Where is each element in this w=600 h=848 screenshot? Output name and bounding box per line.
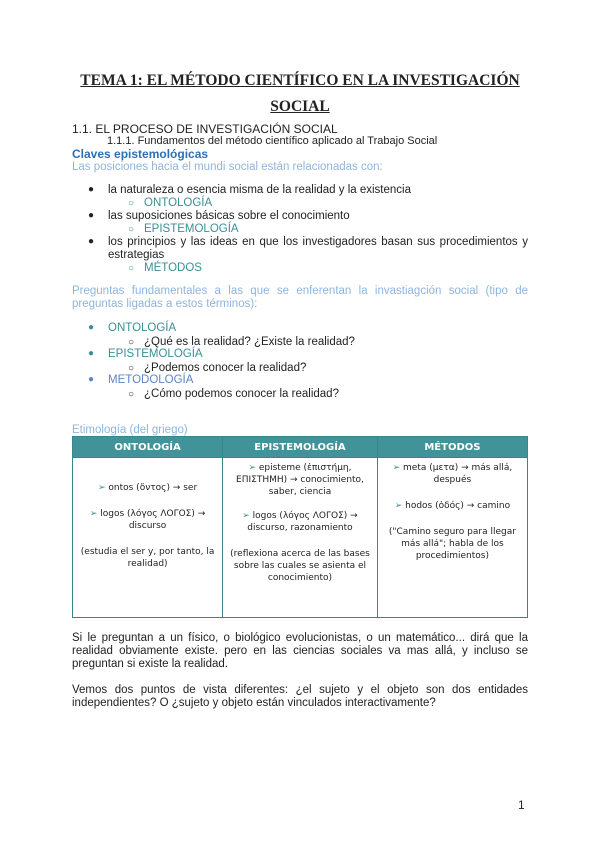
- table-header: EPISTEMOLOGÍA: [223, 437, 378, 458]
- subsection-heading: 1.1.1. Fundamentos del método científico aplicado al Trabajo Social: [107, 135, 438, 147]
- subitem-text: ONTOLOGÍA: [144, 197, 213, 209]
- list-item: [88, 374, 528, 387]
- table-header: MÉTODOS: [377, 437, 527, 458]
- list-item-text: METODOLOGÍA: [108, 374, 194, 386]
- table-cell: [377, 458, 527, 618]
- arrow-bullet-icon: ➢: [392, 463, 404, 473]
- list-item: [88, 236, 528, 262]
- subitem-text: ¿Qué es la realidad? ¿Existe la realidad?: [144, 336, 355, 348]
- bullet-icon: ●: [88, 322, 95, 333]
- etymology-table: [72, 436, 528, 618]
- section-heading: 1.1. EL PROCESO DE INVESTIGACIÓN SOCIAL: [72, 122, 338, 136]
- table-cell: [73, 458, 223, 618]
- circle-bullet-icon: ○: [128, 224, 135, 235]
- title-line-2: SOCIAL: [270, 98, 330, 115]
- bullet-icon: ●: [88, 236, 95, 247]
- circle-bullet-icon: ○: [128, 363, 135, 374]
- cell-item: ➢ ontos (ὄντος) → ser: [97, 483, 198, 493]
- list-subitem: [128, 222, 239, 237]
- etimologia-label: Etimología (del griego): [72, 424, 188, 436]
- list-subitem: [128, 261, 202, 276]
- posiciones-intro: Las posiciones hacia el mundi social están relacionadas con:: [72, 161, 383, 173]
- circle-bullet-icon: ○: [128, 337, 135, 348]
- page-number: 1: [518, 798, 525, 812]
- bullet-icon: ●: [88, 348, 95, 359]
- subitem-text: MÉTODOS: [144, 262, 202, 274]
- arrow-bullet-icon: ➢: [394, 501, 406, 511]
- subitem-text: ¿Cómo podemos conocer la realidad?: [144, 388, 339, 400]
- list-item: [88, 348, 528, 361]
- circle-bullet-icon: ○: [128, 198, 135, 209]
- cell-item: ➢ logos (λόγος ΛΟΓΟΣ) → discurso, razonamiento: [242, 511, 358, 533]
- table-cell: [223, 458, 378, 618]
- bullet-icon: ●: [88, 374, 95, 385]
- subitem-text: ¿Podemos conocer la realidad?: [144, 362, 307, 374]
- list-item-text: las suposiciones básicas sobre el conocimiento: [108, 210, 350, 222]
- preguntas-intro: Preguntas fundamentales a las que se enferentan la invastiagción social (tipo de preguntas ligadas a estos términos):: [72, 285, 528, 310]
- cell-note: (estudia el ser y, por tanto, la realidad): [80, 547, 215, 569]
- list-item-text: la naturaleza o esencia misma de la realidad y la existencia: [108, 184, 411, 196]
- paragraph: Vemos dos puntos de vista diferentes: ¿el sujeto y el objeto son dos entidades independientes? O ¿sujeto y objeto están vinculados interactivamente?: [72, 684, 528, 709]
- list-subitem: [128, 387, 339, 402]
- paragraph: Si le preguntan a un físico, o biológico evolucionistas, o un matemático... dirá que la realidad obviamente existe. pero en las ciencias sociales va mas allá, y incluso se preguntan si existe la realidad.: [72, 632, 528, 670]
- cell-item: ➢ hodos (ὁδός) → camino: [394, 501, 511, 511]
- arrow-bullet-icon: ➢: [248, 463, 259, 473]
- list-item-text: ONTOLOGÍA: [108, 322, 177, 334]
- subitem-text: EPISTEMOLOGÍA: [144, 223, 239, 235]
- claves-heading: Claves epistemológicas: [72, 147, 209, 161]
- page-title: [70, 68, 530, 120]
- table-header: ONTOLOGÍA: [73, 437, 223, 458]
- cell-item: ➢ logos (λόγος ΛΟΓΟΣ) → discurso: [89, 509, 206, 531]
- list-subitem: [128, 196, 212, 211]
- bullet-icon: ●: [88, 210, 95, 221]
- bullet-icon: ●: [88, 184, 95, 195]
- arrow-bullet-icon: ➢: [97, 483, 109, 493]
- cell-item: ➢ episteme (ἐπιστήμη, ΕΠΙΣΤΗΜΗ) → conocimiento, saber, ciencia: [236, 463, 364, 497]
- cell-item: ➢ meta (μετα) → más allá, después: [392, 463, 513, 485]
- list-item-text: EPISTEMOLOGÍA: [108, 348, 203, 360]
- arrow-bullet-icon: ➢: [89, 509, 101, 519]
- cell-note: ("Camino seguro para llegar más allá"; habla de los procedimientos): [388, 527, 516, 561]
- cell-note: (reflexiona acerca de las bases sobre las cuales se asienta el conocimiento): [230, 549, 370, 583]
- arrow-bullet-icon: ➢: [242, 511, 253, 521]
- list-item: [88, 322, 528, 335]
- circle-bullet-icon: ○: [128, 389, 135, 400]
- circle-bullet-icon: ○: [128, 263, 135, 274]
- list-item-text: los principios y las ideas en que los investigadores basan sus procedimientos y estrategias: [108, 236, 528, 261]
- title-line-1: TEMA 1: EL MÉTODO CIENTÍFICO EN LA INVESTIGACIÓN: [80, 72, 520, 89]
